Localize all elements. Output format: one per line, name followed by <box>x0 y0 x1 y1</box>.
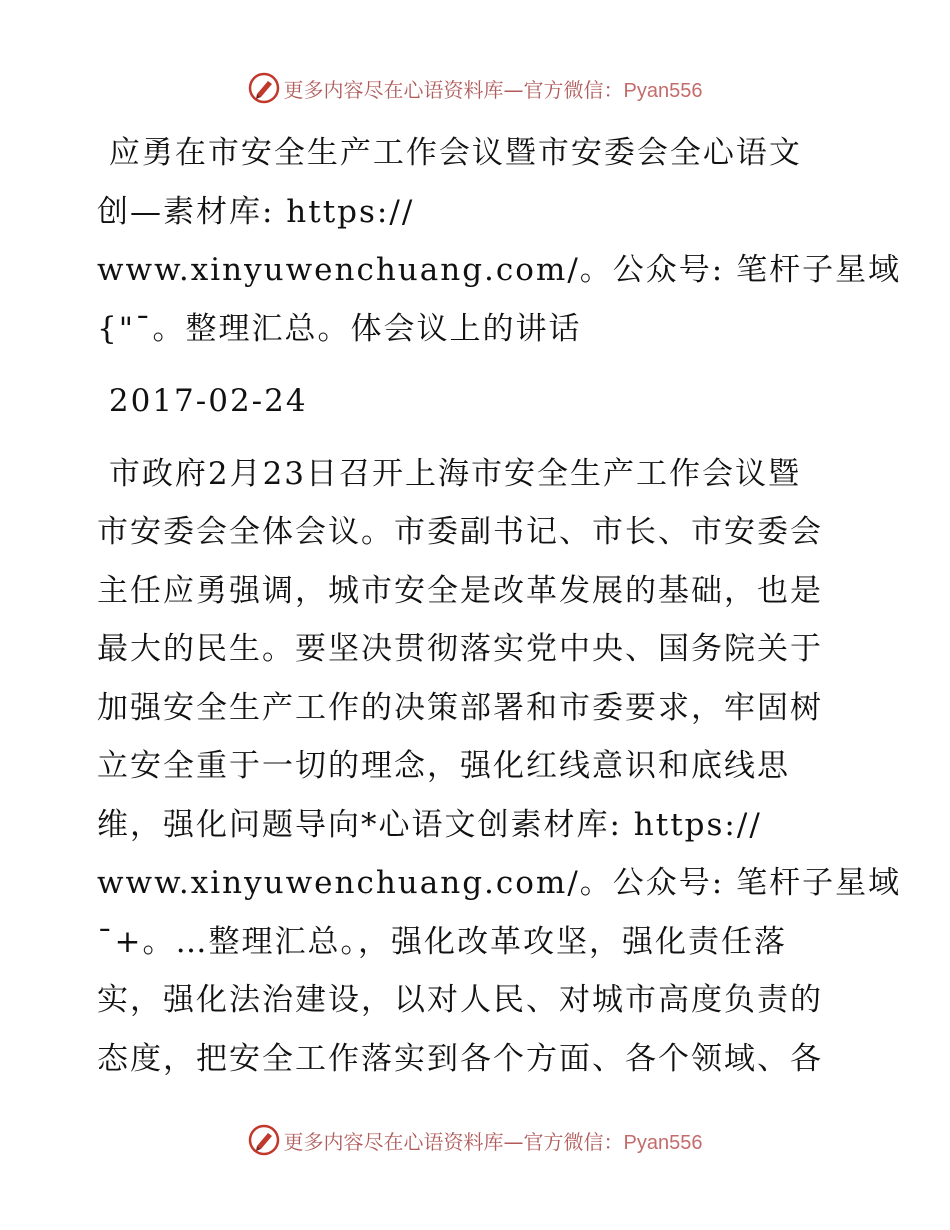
header-banner-text <box>284 74 703 103</box>
title-line: www.xinyuwenchuang.com/。公众号: 笔杆子星域 <box>97 252 902 288</box>
body-line: 市安委会全体会议。市委副书记、市长、市安委会 <box>97 514 823 550</box>
footer-banner-wechat-label: 官方微信： <box>523 1129 624 1154</box>
header-banner <box>0 68 950 108</box>
pen-logo-icon <box>248 72 280 104</box>
body-line: 立安全重于一切的理念，强化红线意识和底线思 <box>97 748 790 784</box>
body-line: 态度，把安全工作落实到各个方面、各个领域、各 <box>97 1040 823 1077</box>
body-line: 市政府2月23日召开上海市安全生产工作会议暨 <box>97 455 802 492</box>
footer-banner-wechat-id: Pyan556 <box>623 1131 703 1154</box>
title-line: 应勇在市安全生产工作会议暨市安委会全心语文 <box>97 135 802 171</box>
title-line: {"¯。整理汇总。体会议上的讲话 <box>97 310 582 347</box>
pen-logo-icon <box>248 1124 280 1156</box>
body-line: 实，强化法治建设，以对人民、对城市高度负责的 <box>97 982 823 1018</box>
body-line: 最大的民生。要坚决贯彻落实党中央、国务院关于 <box>97 631 823 667</box>
header-banner-dash: — <box>503 77 524 102</box>
body-line: 加强安全生产工作的决策部署和市委要求，牢固树 <box>97 689 823 726</box>
footer-banner-dash: — <box>503 1129 524 1154</box>
footer-banner <box>0 1120 950 1160</box>
body-line: 维，强化问题导向*心语文创素材库: https:// <box>97 806 762 843</box>
footer-banner-main: 更多内容尽在心语资料库 <box>283 1129 504 1154</box>
body-line: ¯+。…整理汇总。，强化改革攻坚，强化责任落 <box>97 923 787 960</box>
document-body <box>97 124 902 1088</box>
title-line: 创—素材库: https:// <box>97 193 415 230</box>
header-banner-wechat-label: 官方微信： <box>523 77 624 102</box>
header-banner-wechat-id: Pyan556 <box>623 79 703 102</box>
date-line: 2017-02-24 <box>97 383 308 419</box>
header-banner-main: 更多内容尽在心语资料库 <box>283 77 504 102</box>
body-line: www.xinyuwenchuang.com/。公众号: 笔杆子星域 <box>97 865 902 901</box>
footer-banner-text <box>284 1126 703 1155</box>
body-line: 主任应勇强调，城市安全是改革发展的基础，也是 <box>97 572 823 609</box>
